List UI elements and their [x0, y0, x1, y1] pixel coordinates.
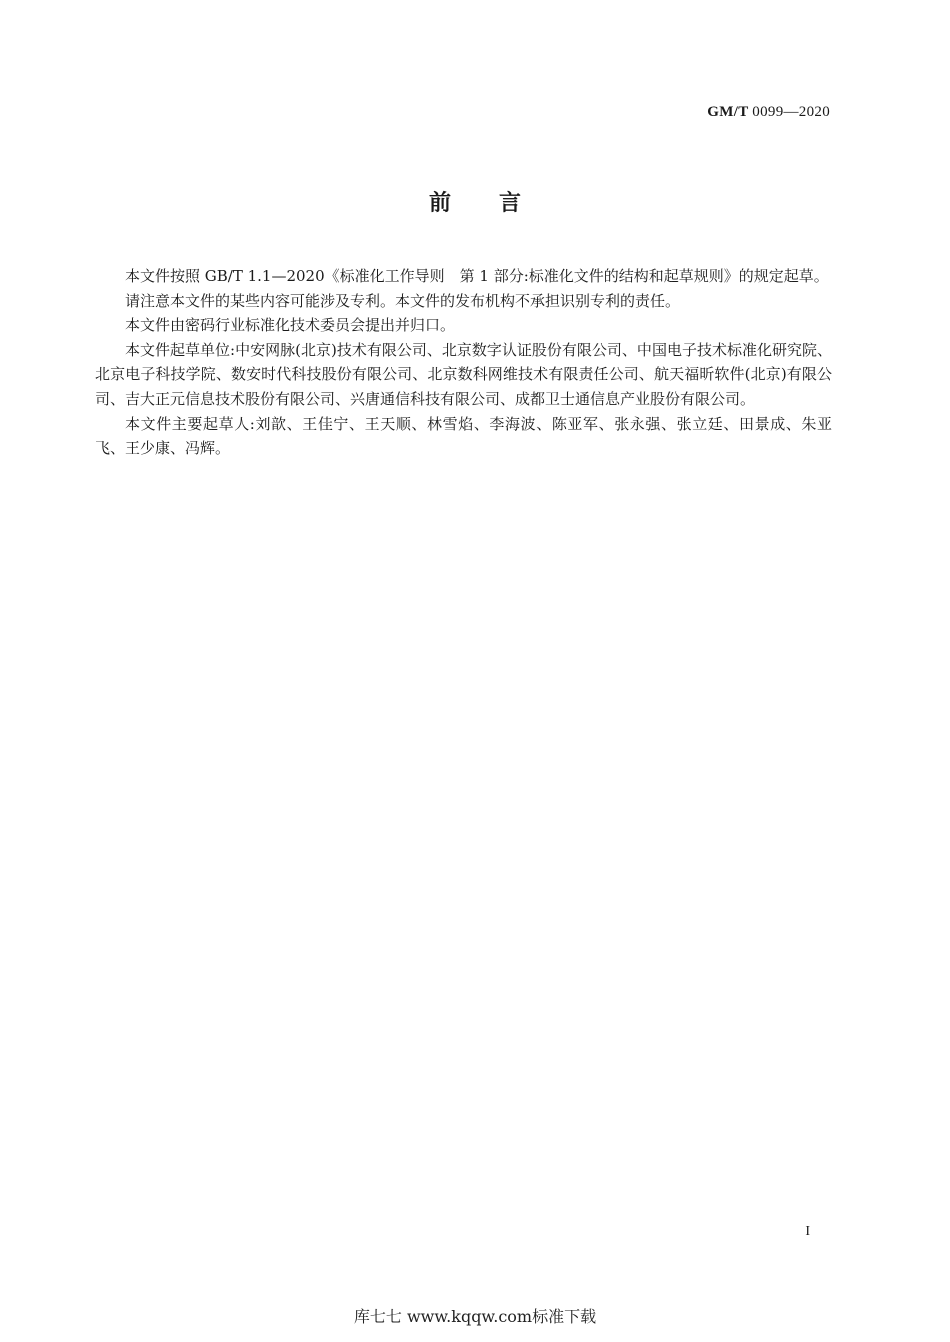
foreword-body — [95, 264, 832, 461]
page-title: 前言 — [428, 191, 569, 216]
page-number: I — [805, 1224, 810, 1239]
paragraph-proposer: 本文件由密码行业标准化技术委员会提出并归口。 — [125, 316, 456, 335]
footer-watermark: 库七七 www.kqqw.com标准下载 — [353, 1307, 597, 1326]
paragraph-drafting-units: 本文件起草单位:中安网脉(北京)技术有限公司、北京数字认证股份有限公司、中国电子技术标准化研究院、北京电子科技学院、数安时代科技股份有限公司、北京数科网维技术有限责任公司、航天福昕软件(北京)有限公司、吉大正元信息技术股份有限公司、兴唐通信科技有限公司、成都卫士通信息产业股份有限公司。 — [95, 340, 832, 408]
paragraph-drafting-basis: 本文件按照 GB/T 1.1—2020《标准化工作导则 第 1 部分:标准化文件的结构和起草规则》的规定起草。 — [125, 267, 829, 285]
paragraph-drafters: 本文件主要起草人:刘歆、王佳宁、王天顺、林雪焰、李海波、陈亚军、张永强、张立廷、田景成、朱亚飞、王少康、冯辉。 — [95, 414, 832, 458]
standard-code — [707, 104, 830, 121]
paragraph-patent-notice: 请注意本文件的某些内容可能涉及专利。本文件的发布机构不承担识别专利的责任。 — [125, 291, 681, 310]
standard-code-prefix: GM/T — [707, 104, 749, 120]
standard-code-number: 0099—2020 — [752, 104, 830, 120]
